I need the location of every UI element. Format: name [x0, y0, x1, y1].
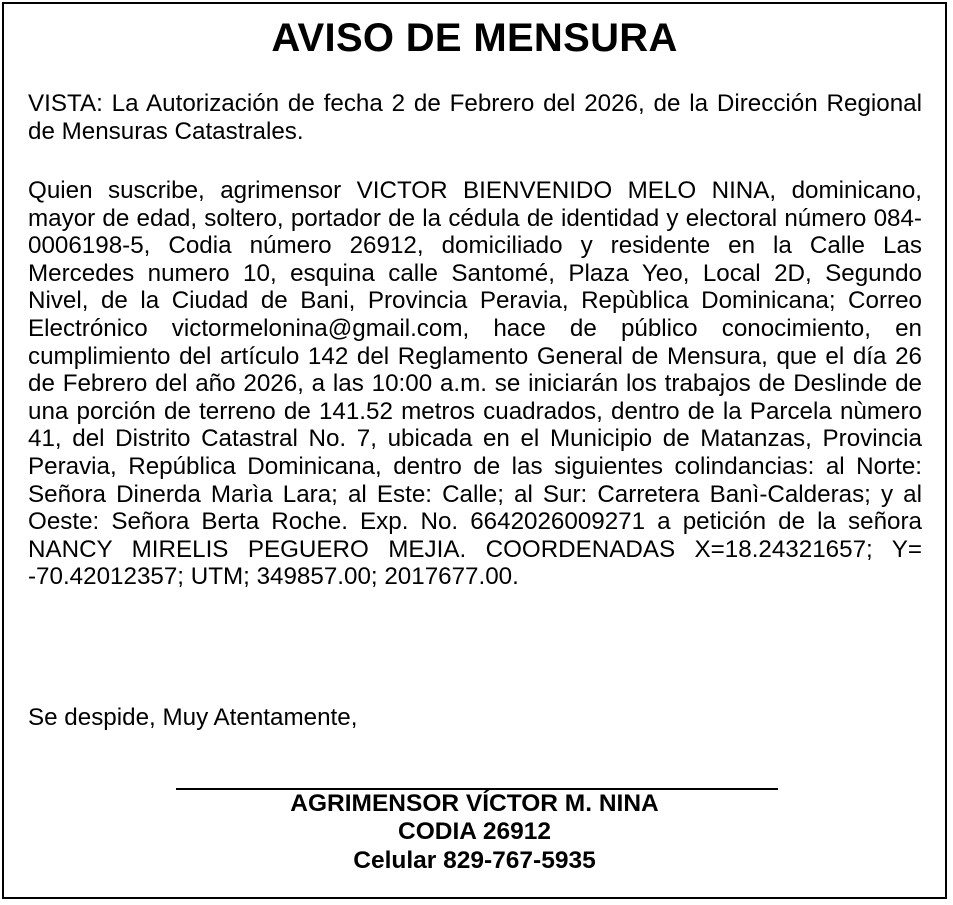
closing-line: Se despide, Muy Atentamente, [28, 704, 358, 731]
notice-frame [2, 2, 947, 899]
signer-phone: Celular 829-767-5935 [353, 846, 596, 874]
vista-paragraph: VISTA: La Autorización de fecha 2 de Febrero del 2026, de la Dirección Regional de Mensuras Catastrales. [28, 90, 922, 145]
notice-title: AVISO DE MENSURA [271, 16, 678, 60]
body-paragraph: Quien suscribe, agrimensor VICTOR BIENVENIDO MELO NINA, dominicano, mayor de edad, soltero, portador de la cédula de identidad y electoral número 084-0006198-5, Codia número 26912, domiciliado y residente en la Calle Las Mercedes numero 10, esquina calle Santomé, Plaza Yeo, Local 2D, Segundo Nivel, de la Ciudad de Bani, Provincia Peravia, Repùblica Dominicana; Correo Electrónico victormelonina@gmail.com, hace de público conocimiento, en cumplimiento del artículo 142 del Reglamento General de Mensura, que el día 26 de Febrero del año 2026, a las 10:00 a.m. se iniciarán los trabajos de Deslinde de una porción de terreno de 141.52 metros cuadrados, dentro de la Parcela nùmero 41, del Distrito Catastral No. 7, ubicada en el Municipio de Matanzas, Provincia Peravia, República Dominicana, dentro de las siguientes colindancias: al Norte: Señora Dinerda Marìa Lara; al Este: Calle; al Sur: Carretera Banì-Calderas; y al Oeste: Señora Berta Roche. Exp. No. 6642026009271 a petición de la señora NANCY MIRELIS PEGUERO MEJIA. COORDENADAS X=18.24321657; Y= -70.42012357; UTM; 349857.00; 2017677.00. [28, 177, 922, 591]
signer-name: AGRIMENSOR VÍCTOR M. NINA [290, 790, 659, 817]
signature-block [4, 790, 945, 875]
signer-codia: CODIA 26912 [398, 818, 551, 846]
